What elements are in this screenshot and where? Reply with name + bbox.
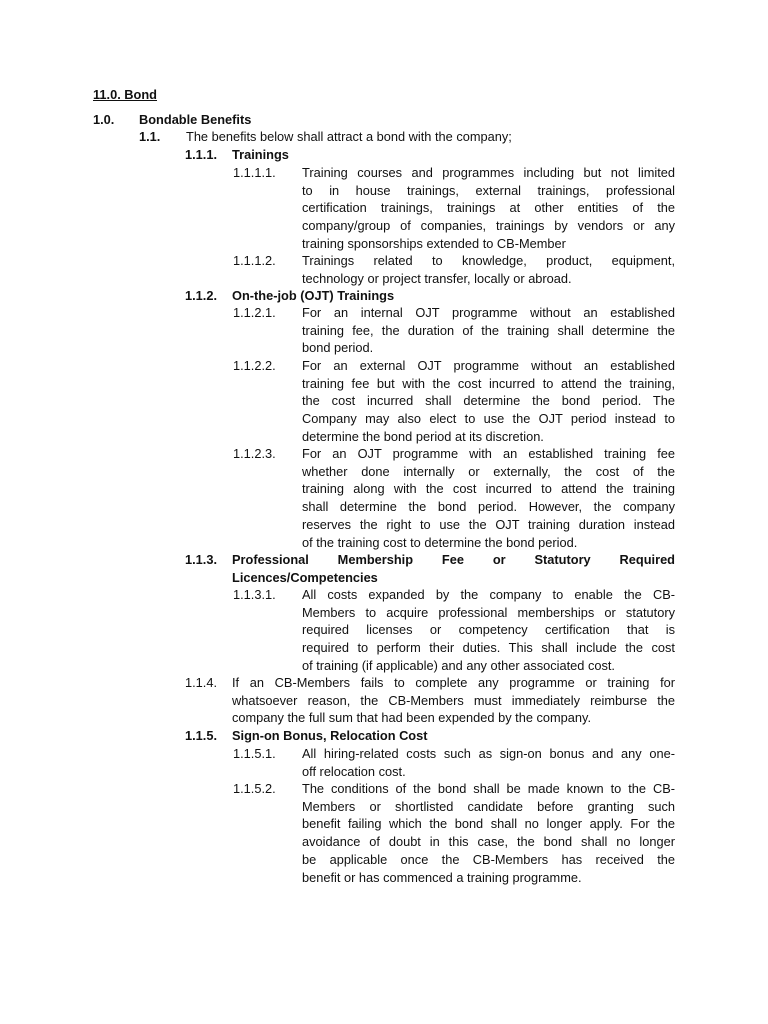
- clause-text: For an external OJT programme without an established training fee but with the cost incurred to attend the training, the cost incurred shall determine the bond period. The Company may also elect to use the OJT period instead to determine the bond period at its discretion.: [302, 358, 675, 444]
- section-number: 1.1.4.: [185, 675, 218, 690]
- clause-number: 1.1.2.3.: [233, 446, 276, 461]
- clause-number: 1.1.1.2.: [233, 253, 276, 268]
- section-heading: Bondable Benefits: [139, 112, 252, 127]
- section-number: 1.1.2.: [185, 288, 218, 303]
- section-number: 1.1.: [139, 129, 161, 144]
- clause-number: 1.1.5.1.: [233, 746, 276, 761]
- section-number: 1.1.1.: [185, 147, 218, 162]
- clause-text: For an OJT programme with an established training fee whether done internally or externally, the cost of the training along with the cost incurred to attend the training shall determine the bond period. However, the company reserves the right to use the OJT training duration instead of the training cost to determine the bond period.: [302, 446, 675, 550]
- section-heading: On-the-job (OJT) Trainings: [232, 288, 395, 303]
- section-number: 1.1.3.: [185, 552, 218, 567]
- section-heading: Sign-on Bonus, Relocation Cost: [232, 728, 428, 743]
- clause-number: 1.1.2.2.: [233, 358, 276, 373]
- section-heading: Trainings: [232, 147, 289, 162]
- document-title: 11.0. Bond: [93, 87, 158, 102]
- section-text: If an CB-Members fails to complete any programme or training for whatsoever reason, the CB-Members must immediately reimburse the company the full sum that had been expended by the company.: [232, 675, 675, 726]
- clause-number: 1.1.1.1.: [233, 165, 276, 180]
- clause-text: The conditions of the bond shall be made known to the CB- Members or shortlisted candidate before granting such benefit failing which the bond shall no longer apply. For the avoidance of doubt in this case, the bond shall no longer be applicable once the CB-Members has received the benefit or has commenced a training programme.: [302, 781, 675, 885]
- section-number: 1.1.5.: [185, 728, 218, 743]
- clause-text: Trainings related to knowledge, product, equipment, technology or project transfer, locally or abroad.: [302, 253, 675, 286]
- clause-text: All costs expanded by the company to enable the CB- Members to acquire professional memberships or statutory required licenses or competency certification that is required to perform their duties. This shall include the cost of training (if applicable) and any other associated cost.: [302, 587, 675, 673]
- clause-number: 1.1.2.1.: [233, 305, 276, 320]
- clause-number: 1.1.5.2.: [233, 781, 276, 796]
- section-text: The benefits below shall attract a bond with the company;: [186, 129, 512, 144]
- section-number: 1.0.: [93, 112, 115, 127]
- clause-text: For an internal OJT programme without an established training fee, the duration of the training shall determine the bond period.: [302, 305, 675, 356]
- clause-text: Training courses and programmes including but not limited to in house trainings, external trainings, professional certification trainings, trainings at other entities of the company/group of companies, trainings by vendors or any training sponsorships extended to CB-Member: [302, 165, 675, 251]
- clause-number: 1.1.3.1.: [233, 587, 276, 602]
- clause-text: All hiring-related costs such as sign-on bonus and any one- off relocation cost.: [302, 746, 675, 779]
- section-heading: Professional Membership Fee or Statutory Required Licences/Competencies: [232, 552, 675, 585]
